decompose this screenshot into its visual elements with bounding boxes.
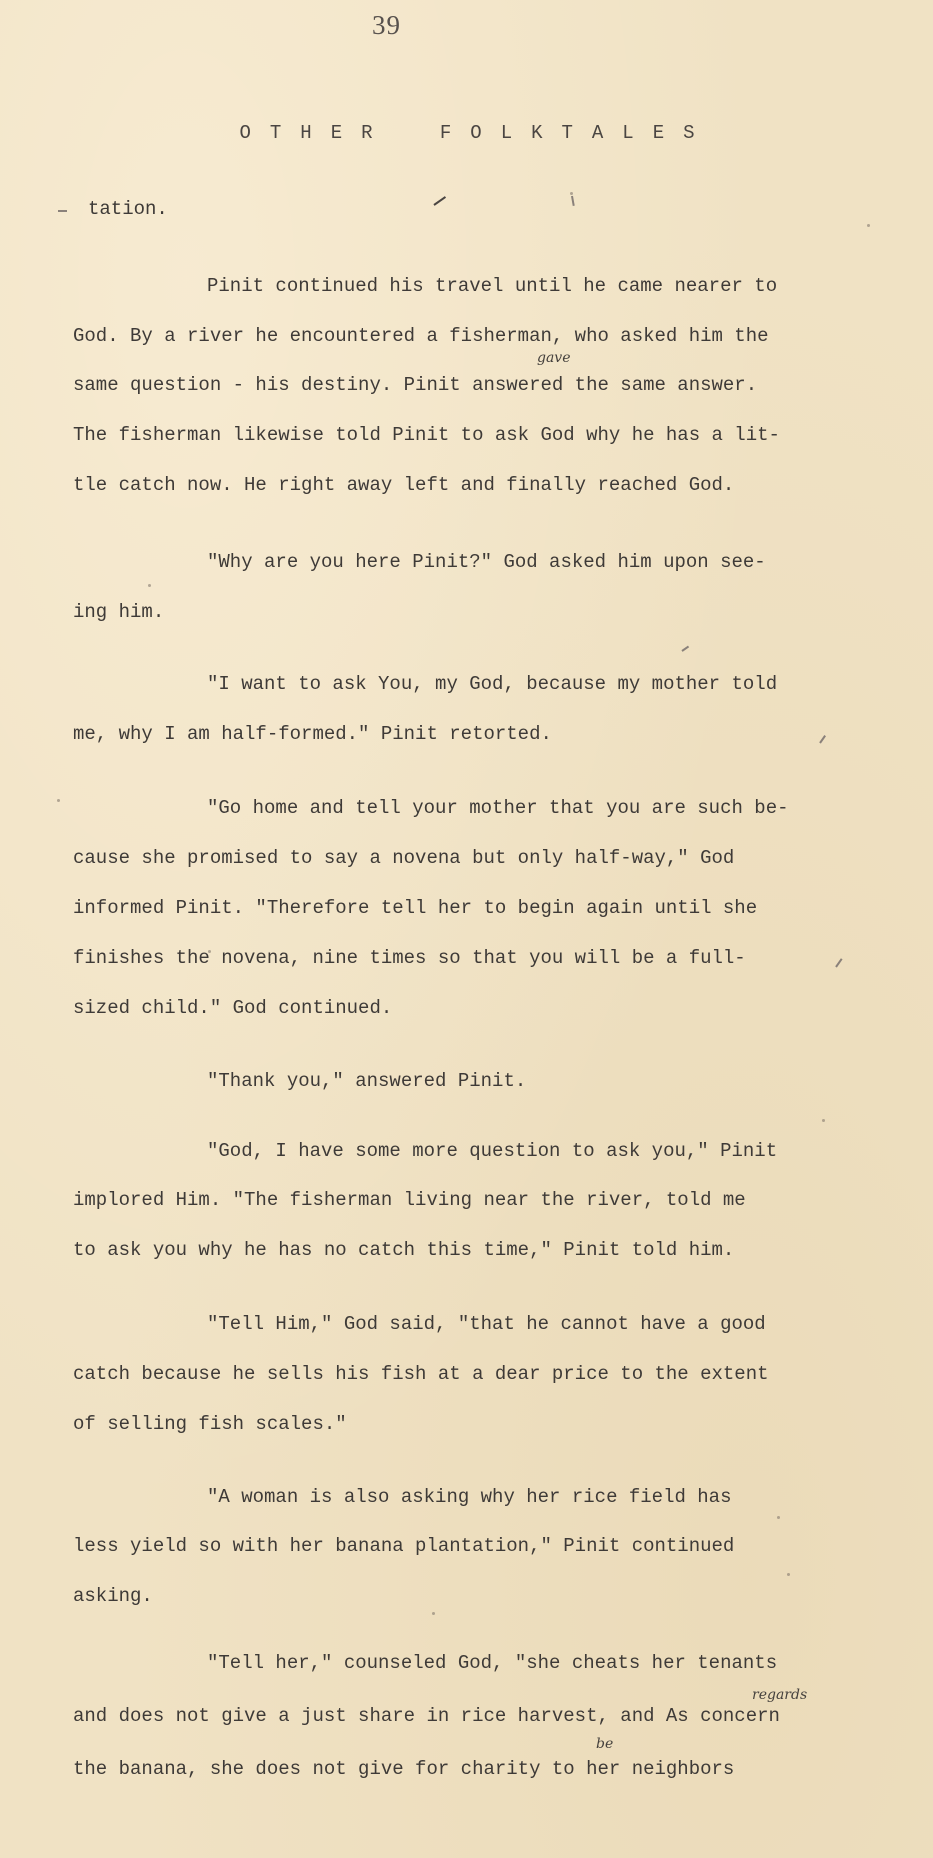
- page-heading: OTHER FOLKTALES: [239, 122, 714, 144]
- text-line: "Why are you here Pinit?" God asked him upon see-: [207, 551, 766, 573]
- text-line: sized child." God continued.: [73, 997, 393, 1019]
- text-line: "I want to ask You, my God, because my mother told: [207, 673, 778, 695]
- paper-speck: [822, 1119, 825, 1122]
- text-line: "Tell Him," God said, "that he cannot have a good: [207, 1313, 766, 1335]
- handwritten-correction: regards: [752, 1687, 808, 1703]
- handwritten-correction: be: [596, 1736, 614, 1752]
- text-line: informed Pinit. "Therefore tell her to begin again until she: [73, 897, 758, 919]
- text-line: implored Him. "The fisherman living near the river, told me: [73, 1189, 746, 1211]
- paper-speck: [57, 799, 60, 802]
- paper-speck: [148, 584, 151, 587]
- text-line: "Tell her," counseled God, "she cheats her tenants: [207, 1652, 778, 1674]
- text-line: "Thank you," answered Pinit.: [207, 1070, 527, 1092]
- text-line: tation.: [88, 198, 168, 220]
- text-line: cause she promised to say a novena but only half-way," God: [73, 847, 735, 869]
- text-line: of selling fish scales.": [73, 1413, 347, 1435]
- text-line: "A woman is also asking why her rice field has: [207, 1486, 732, 1508]
- paper-speck: [432, 1612, 435, 1615]
- text-line: "God, I have some more question to ask you," Pinit: [207, 1140, 778, 1162]
- text-line: Pinit continued his travel until he came nearer to: [207, 275, 778, 297]
- text-line: asking.: [73, 1585, 153, 1607]
- text-line: God. By a river he encountered a fisherman, who asked him the: [73, 325, 769, 347]
- text-line: to ask you why he has no catch this time," Pinit told him.: [73, 1239, 735, 1261]
- text-line: less yield so with her banana plantation," Pinit continued: [73, 1535, 735, 1557]
- text-line: me, why I am half-formed." Pinit retorted.: [73, 723, 552, 745]
- text-line: tle catch now. He right away left and finally reached God.: [73, 474, 735, 496]
- paper-speck: [867, 224, 870, 227]
- text-line: catch because he sells his fish at a dear price to the extent: [73, 1363, 769, 1385]
- text-line: and does not give a just share in rice harvest, and As concern: [73, 1705, 780, 1727]
- text-line: finishes the novena, nine times so that you will be a full-: [73, 947, 746, 969]
- text-line: same question - his destiny. Pinit answered the same answer.: [73, 374, 758, 396]
- text-line: the banana, she does not give for charity to her neighbors: [73, 1758, 735, 1780]
- page-number: 39: [372, 10, 401, 40]
- text-line: ing him.: [73, 601, 165, 623]
- paper-speck: [777, 1516, 780, 1519]
- text-line: "Go home and tell your mother that you are such be-: [207, 797, 789, 819]
- handwritten-correction: gave: [537, 350, 571, 366]
- pen-mark: [58, 210, 67, 212]
- text-line: The fisherman likewise told Pinit to ask God why he has a lit-: [73, 424, 780, 446]
- paper-speck: [787, 1573, 790, 1576]
- paper-speck: [570, 192, 573, 195]
